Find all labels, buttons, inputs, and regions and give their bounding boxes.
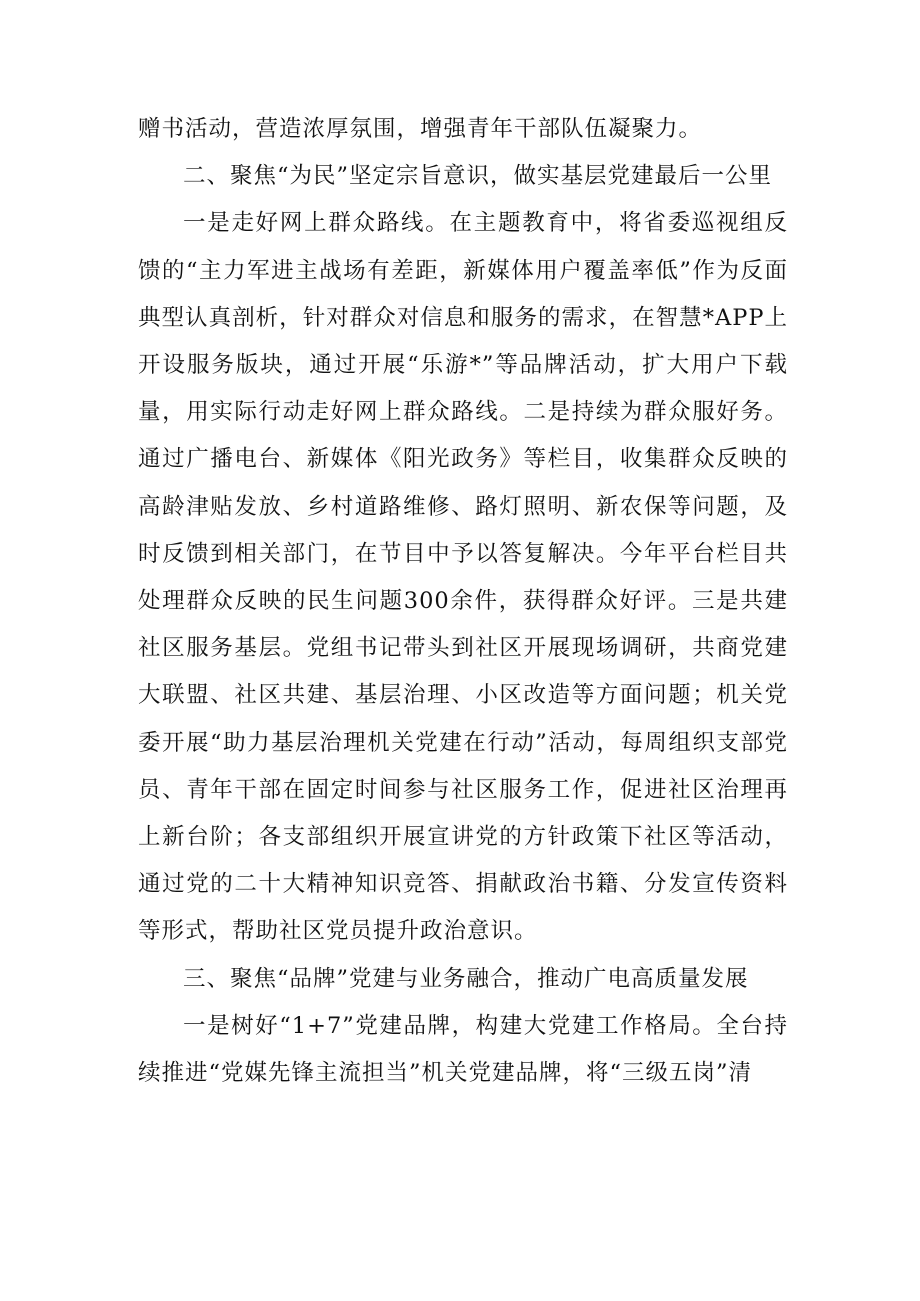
paragraph-section-two-body: 一是走好网上群众路线。在主题教育中，将省委巡视组反馈的“主力军进主战场有差距，新媒体用户覆盖率低”作为反面典型认真剖析，针对群众对信息和服务的需求，在智慧*APP上开设服务版块，通过开展“乐游*”等品牌活动，扩大用户下载量，用实际行动走好网上群众路线。二是持续为群众服好务。通过广播电台、新媒体《阳光政务》等栏目，收集群众反映的高龄津贴发放、乡村道路维修、路灯照明、新农保等问题，及时反馈到相关部门，在节目中予以答复解决。今年平台栏目共处理群众反映的民生问题300余件，获得群众好评。三是共建社区服务基层。党组书记带头到社区开展现场调研，共商党建大联盟、社区共建、基层治理、小区改造等方面问题；机关党委开展“助力基层治理机关党建在行动”活动，每周组织支部党员、青年干部在固定时间参与社区服务工作，促进社区治理再上新台阶；各支部组织开展宣讲党的方针政策下社区等活动，通过党的二十大精神知识竞答、捐献政治书籍、分发宣传资料等形式，帮助社区党员提升政治意识。: [138, 210, 788, 945]
paragraph-continuation: 赠书活动，营造浓厚氛围，增强青年干部队伍凝聚力。: [138, 116, 703, 142]
section-heading-three: 三、聚焦“品牌”党建与业务融合，推动广电高质量发展: [183, 965, 749, 992]
document-body: [138, 106, 788, 1097]
paragraph-section-three-body: 一是树好“1+7”党建品牌，构建大党建工作格局。全台持续推进“党媒先锋主流担当”机关党建品牌，将“三级五岗”清: [138, 1012, 788, 1087]
section-heading-two: 二、聚焦“为民”坚定宗旨意识，做实基层党建最后一公里: [183, 163, 773, 190]
